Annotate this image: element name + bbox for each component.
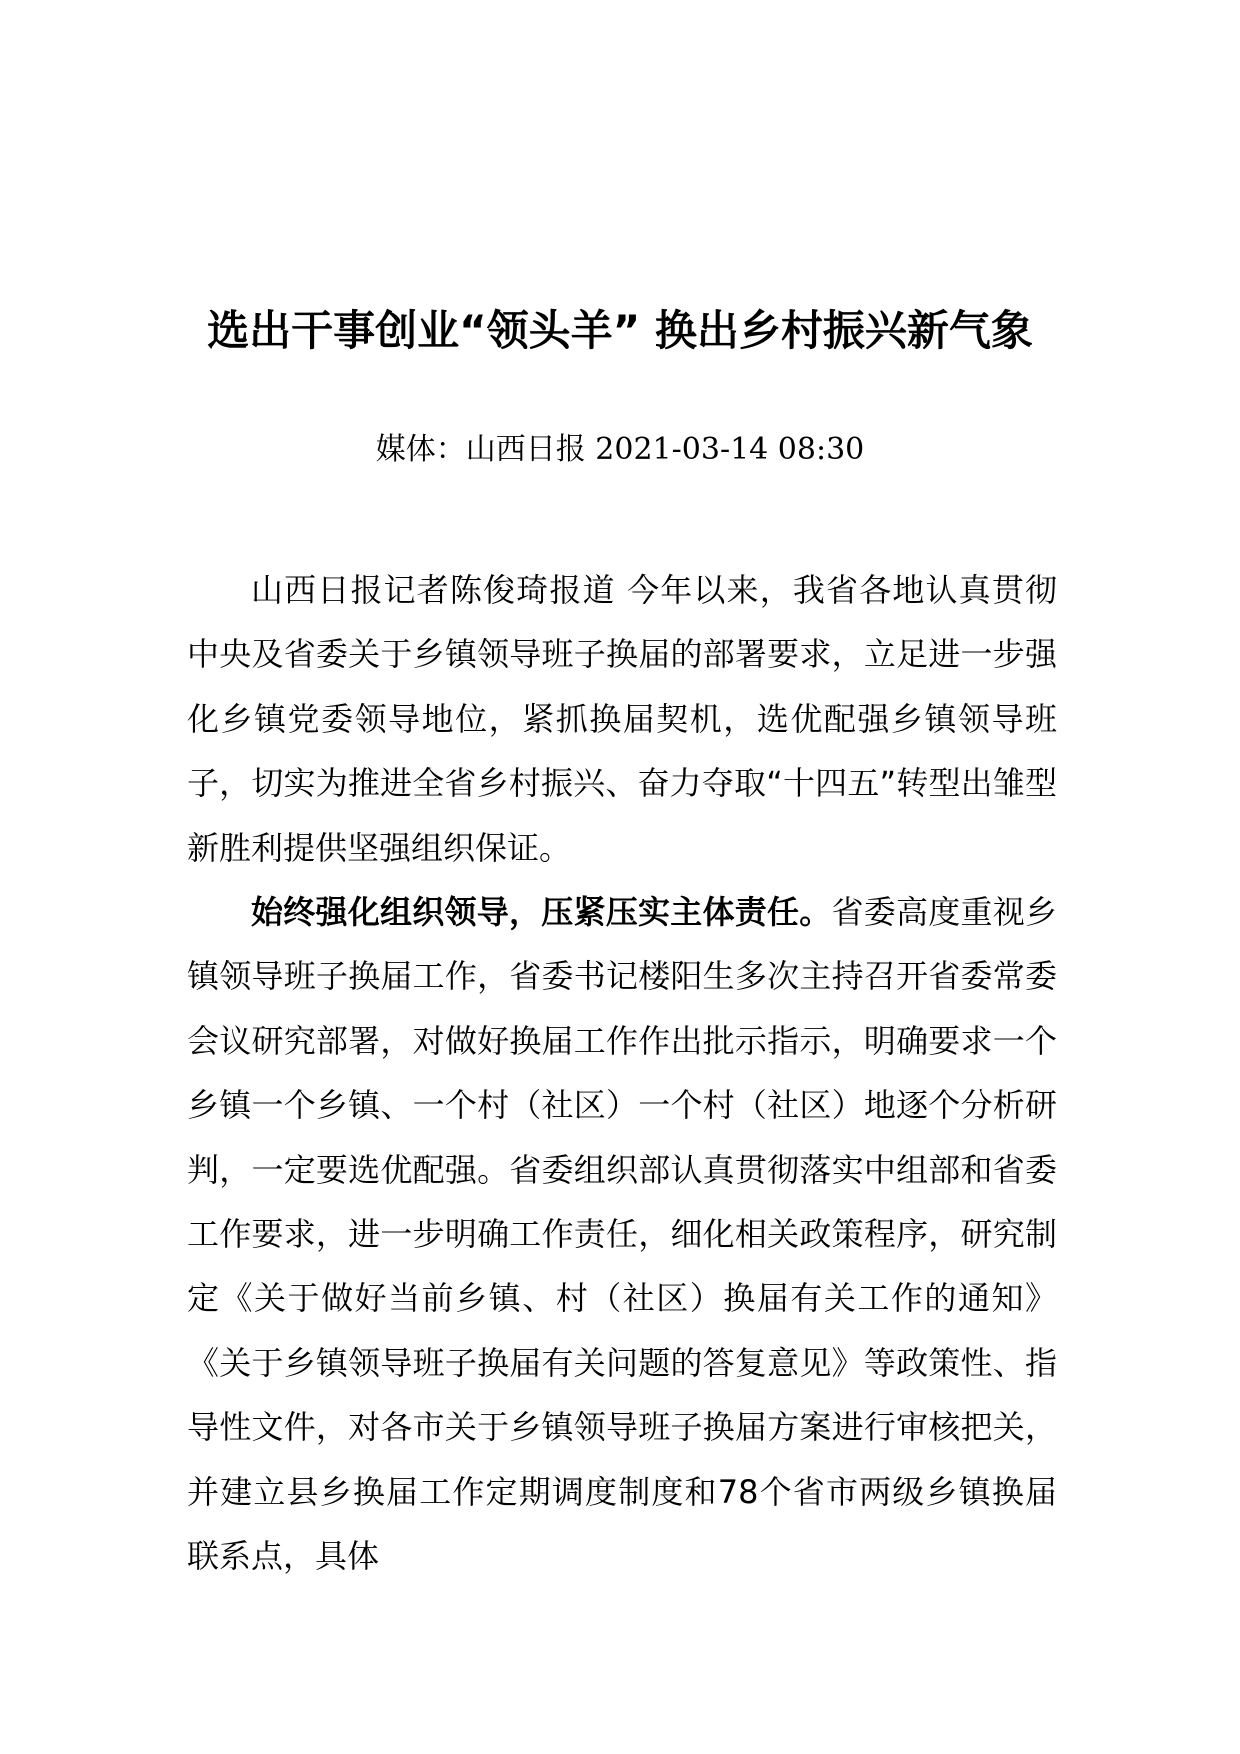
article-meta: 媒体：山西日报 2021-03-14 08:30	[375, 432, 865, 467]
article-body	[187, 558, 1057, 1589]
paragraph-text: 山西日报记者陈俊琦报道 今年以来，我省各地认真贯彻中央及省委关于乡镇领导班子换届的部署要求，立足进一步强化乡镇党委领导地位，紧抓换届契机，选优配强乡镇领导班子，切实为推进全省乡村振兴、奋力夺取“十四五”转型出雏型新胜利提供坚强组织保证。	[187, 571, 1057, 867]
paragraph-text: 省委高度重视乡镇领导班子换届工作，省委书记楼阳生多次主持召开省委常委会议研究部署，对做好换届工作作出批示指示，明确要求一个乡镇一个乡镇、一个村（社区）一个村（社区）地逐个分析研判，一定要选优配强。省委组织部认真贯彻落实中组部和省委工作要求，进一步明确工作责任，细化相关政策程序，研究制定《关于做好当前乡镇、村（社区）换届有关工作的通知》《关于乡镇领导班子换届有关问题的答复意见》等政策性、指导性文件，对各市关于乡镇领导班子换届方案进行审核把关，并建立县乡换届工作定期调度制度和78个省市两级乡镇换届联系点，具体	[187, 893, 1057, 1576]
paragraph-1	[187, 558, 1057, 880]
article-title: 选出干事创业“领头羊” 换出乡村振兴新气象	[207, 306, 1033, 355]
paragraph-2	[187, 880, 1057, 1588]
paragraph-lead: 始终强化组织领导，压紧压实主体责任。	[251, 893, 832, 932]
